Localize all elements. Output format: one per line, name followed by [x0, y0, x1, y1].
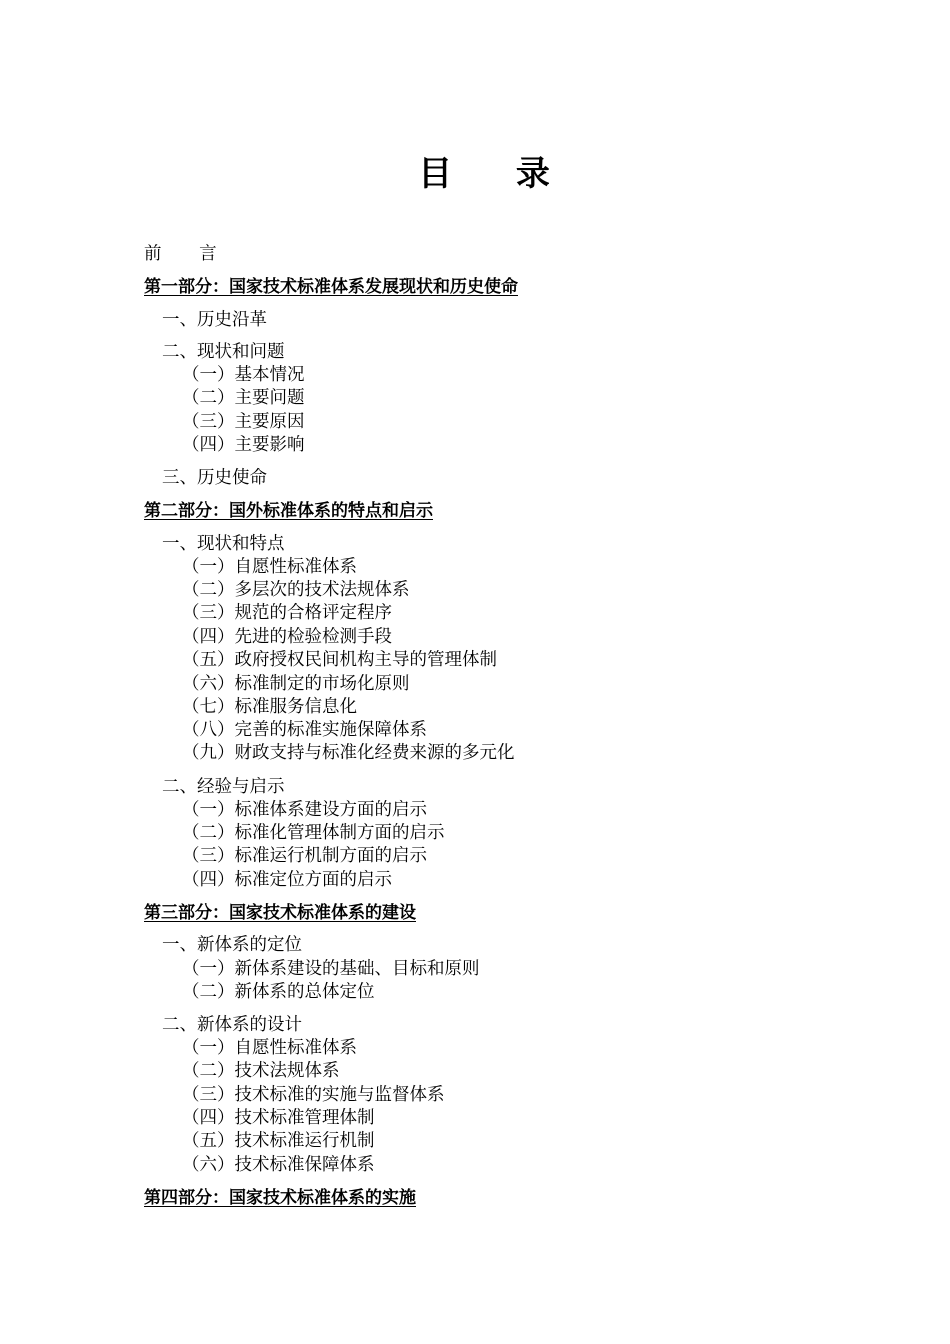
- toc-title: 目 录: [418, 154, 576, 194]
- toc-section[interactable]: 三、历史使命: [162, 468, 267, 488]
- toc-section[interactable]: 二、经验与启示: [162, 777, 285, 797]
- toc-subsection[interactable]: （三）技术标准的实施与监督体系: [182, 1085, 445, 1105]
- toc-subsection[interactable]: （七）标准服务信息化: [182, 697, 357, 717]
- toc-subsection[interactable]: （二）标准化管理体制方面的启示: [182, 823, 445, 843]
- toc-part[interactable]: 第四部分：国家技术标准体系的实施: [144, 1188, 416, 1208]
- toc-section[interactable]: 一、新体系的定位: [162, 935, 302, 955]
- toc-subsection[interactable]: （二）新体系的总体定位: [182, 982, 375, 1002]
- toc-subsection[interactable]: （四）标准定位方面的启示: [182, 870, 392, 890]
- toc-subsection[interactable]: （五）技术标准运行机制: [182, 1131, 375, 1151]
- toc-subsection[interactable]: （三）规范的合格评定程序: [182, 603, 392, 623]
- toc-subsection[interactable]: （四）先进的检验检测手段: [182, 627, 392, 647]
- toc-section[interactable]: 二、现状和问题: [162, 342, 285, 362]
- toc-section[interactable]: 一、现状和特点: [162, 534, 285, 554]
- toc-subsection[interactable]: （六）标准制定的市场化原则: [182, 674, 410, 694]
- toc-subsection[interactable]: （三）主要原因: [182, 412, 305, 432]
- toc-subsection[interactable]: （一）标准体系建设方面的启示: [182, 800, 427, 820]
- toc-subsection[interactable]: （九）财政支持与标准化经费来源的多元化: [182, 743, 515, 763]
- toc-subsection[interactable]: （三）标准运行机制方面的启示: [182, 846, 427, 866]
- toc-subsection[interactable]: （一）自愿性标准体系: [182, 1038, 357, 1058]
- toc-subsection[interactable]: （四）主要影响: [182, 435, 305, 455]
- toc-subsection[interactable]: （二）技术法规体系: [182, 1061, 340, 1081]
- toc-part[interactable]: 第三部分：国家技术标准体系的建设: [144, 903, 416, 923]
- toc-subsection[interactable]: （一）基本情况: [182, 365, 305, 385]
- toc-subsection[interactable]: （五）政府授权民间机构主导的管理体制: [182, 650, 497, 670]
- toc-subsection[interactable]: （八）完善的标准实施保障体系: [182, 720, 427, 740]
- toc-subsection[interactable]: （一）新体系建设的基础、目标和原则: [182, 959, 480, 979]
- toc-subsection[interactable]: （四）技术标准管理体制: [182, 1108, 375, 1128]
- toc-subsection[interactable]: （一）自愿性标准体系: [182, 557, 357, 577]
- toc-subsection[interactable]: （二）多层次的技术法规体系: [182, 580, 410, 600]
- toc-section[interactable]: 二、新体系的设计: [162, 1015, 302, 1035]
- toc-subsection[interactable]: （二）主要问题: [182, 388, 305, 408]
- toc-section[interactable]: 一、历史沿革: [162, 310, 267, 330]
- toc-part[interactable]: 第二部分：国外标准体系的特点和启示: [144, 501, 433, 521]
- toc-subsection[interactable]: （六）技术标准保障体系: [182, 1155, 375, 1175]
- toc-preface[interactable]: 前 言: [144, 244, 233, 264]
- toc-part[interactable]: 第一部分：国家技术标准体系发展现状和历史使命: [144, 277, 518, 297]
